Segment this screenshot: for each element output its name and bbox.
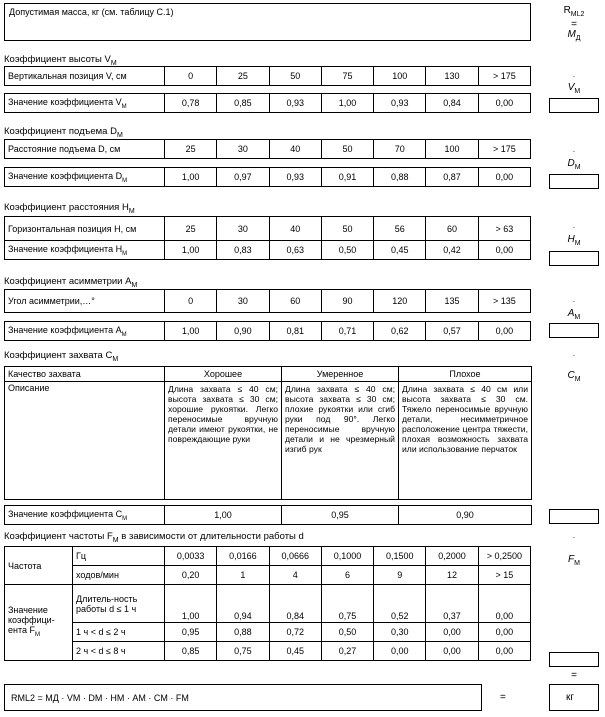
fm-row-hz: Частота Гц 0,0033 0,0166 0,0666 0,1000 0,1500 0,2000 > 0,2500 [5, 547, 531, 566]
dm-side-dot: · [572, 147, 576, 156]
dm-side-label: $D_М$ [567, 158, 581, 171]
header-box [4, 3, 531, 41]
formula-box [4, 684, 482, 711]
dm-value-label: Значение коэффициента $D_М$ [5, 168, 165, 187]
vm-result-box[interactable] [549, 98, 599, 113]
hm-side-dot: · [572, 223, 576, 232]
am-row-value: Значение коэффициента $A_М$ 1,00 0,90 0,81 0,71 0,62 0,57 0,00 [5, 322, 531, 341]
am-value-label: Значение коэффициента $A_М$ [5, 322, 165, 341]
formula-text: RML2 = MД · VМ · DМ · HМ · AМ · CМ · FМ [11, 693, 189, 703]
fm-row-dur3: 2 ч < d ≤ 8 ч 0,85 0,75 0,45 0,27 0,00 0,00 0,00 [5, 642, 531, 661]
fm-row-dur1: Значение коэффици-ента $F_М$ Длитель-ность работы d ≤ 1 ч 1,00 0,94 0,84 0,75 0,52 0,37 0,00 [5, 585, 531, 623]
vm-row-value: Значение коэффициента $V_М$ 0,78 0,85 0,93 1,00 0,93 0,84 0,00 [5, 94, 531, 113]
am-table [4, 289, 531, 341]
result-kg-box[interactable] [549, 684, 599, 711]
hm-position-label: Горизонтальная позиция H, см [5, 217, 165, 241]
am-side-dot: · [572, 297, 576, 306]
fm-lpm-label: ходов/мин [73, 566, 165, 585]
cm-quality-label: Качество захвата [5, 367, 165, 382]
hm-title: Коэффициент расстояния $H_М$ [4, 202, 135, 215]
fm-value-label: Значение коэффици-ента $F_М$ [5, 585, 73, 661]
fm-result-box[interactable] [549, 652, 599, 667]
cm-title: Коэффициент захвата $C_М$ [4, 350, 119, 363]
fm-table [4, 546, 531, 661]
dm-result-box[interactable] [549, 174, 599, 189]
cm-side-dot: · [572, 351, 576, 360]
result-unit: кг [566, 692, 575, 703]
dm-distance-label: Расстояние подъема D, см [5, 140, 165, 159]
am-angle-label: Угол асимметрии,…° [5, 290, 165, 313]
fm-frequency-label: Частота [5, 547, 73, 585]
vm-side-dot: · [572, 72, 576, 81]
cm-side-label: $C_М$ [567, 370, 581, 383]
cm-row-value: Значение коэффициента $C_М$ 1,00 0,95 0,90 [5, 506, 532, 525]
fm-dur1-label: Длитель-ность работы d ≤ 1 ч [73, 585, 165, 623]
fm-side-dot: · [572, 533, 576, 542]
cm-table [4, 366, 532, 525]
hm-row-value: Значение коэффициента $H_М$ 1,00 0,83 0,63 0,50 0,45 0,42 0,00 [5, 241, 531, 260]
fm-title: Коэффициент частоты $F_М$ в зависимости от длительности работы d [4, 531, 304, 544]
header-text: Допустимая масса, кг (см. таблицу С.1) [9, 7, 174, 17]
cm-desc-moderate: Длина захвата ≤ 40 см; высота захвата ≤ 30 см; плохие рукоятки или сгиб руки под 90°. Легко переносимые вручную детали и не чрезмерный изгиб рук [282, 382, 399, 500]
formula-equals: = [500, 692, 506, 703]
dm-table [4, 139, 531, 187]
fm-dur3-label: 2 ч < d ≤ 8 ч [73, 642, 165, 661]
hm-value-label: Значение коэффициента $H_М$ [5, 241, 165, 260]
hm-side-label: $H_М$ [567, 234, 581, 247]
fm-hz-label: Гц [73, 547, 165, 566]
cm-value-label: Значение коэффициента $C_М$ [5, 506, 165, 525]
vm-title: Коэффициент высоты $V_М$ [4, 54, 117, 67]
final-equals: = [571, 670, 577, 681]
dm-row-value: Значение коэффициента $D_М$ 1,00 0,97 0,93 0,91 0,88 0,87 0,00 [5, 168, 531, 187]
cm-desc-poor: Длина захвата ≤ 40 см или высота захвата ≤ 30 см. Тяжело переносимые вручную детали, несимметричное расположение центра тяжести, плохая возможность захвата или использование перчаток [399, 382, 532, 500]
dm-title: Коэффициент подъема $D_М$ [4, 126, 123, 139]
vm-value-label: Значение коэффициента $V_М$ [5, 94, 165, 113]
fm-row-lpm: ходов/мин 0,20 1 4 6 9 12 > 15 [5, 566, 531, 585]
fm-row-dur2: 1 ч < d ≤ 2 ч 0,95 0,88 0,72 0,50 0,30 0,00 0,00 [5, 623, 531, 642]
vm-row-position: Вертикальная позиция V, см 0 25 50 75 100 130 > 175 [5, 67, 531, 86]
am-row-angle: Угол асимметрии,…° 0 30 60 90 120 135 > 135 [5, 290, 531, 313]
cm-row-description [5, 382, 532, 500]
cm-description-label: Описание [5, 382, 165, 500]
hm-table [4, 216, 531, 260]
fm-dur2-label: 1 ч < d ≤ 2 ч [73, 623, 165, 642]
cm-desc-good: Длина захвата ≤ 40 см; высота захвата ≤ 30 см; хорошие рукоятки. Легко переносимые вручную детали имеют рукоятки, не повреждающие руки [165, 382, 282, 500]
cm-result-box[interactable] [549, 509, 599, 524]
r-ml2-label: $R_{ML2}$ = $M_Д$ [563, 5, 585, 42]
hm-row-position: Горизонтальная позиция H, см 25 30 40 50 56 60 > 63 [5, 217, 531, 241]
cm-row-quality: Качество захвата Хорошее Умеренное Плохое [5, 367, 532, 382]
am-result-box[interactable] [549, 323, 599, 338]
vm-side-label: $V_М$ [567, 82, 581, 95]
vm-table [4, 66, 531, 113]
am-side-label: $A_М$ [567, 308, 581, 321]
fm-side-label: $F_М$ [568, 554, 580, 567]
am-title: Коэффициент асимметрии $A_М$ [4, 276, 138, 289]
dm-row-distance: Расстояние подъема D, см 25 30 40 50 70 100 > 175 [5, 140, 531, 159]
vm-position-label: Вертикальная позиция V, см [5, 67, 165, 86]
hm-result-box[interactable] [549, 251, 599, 266]
